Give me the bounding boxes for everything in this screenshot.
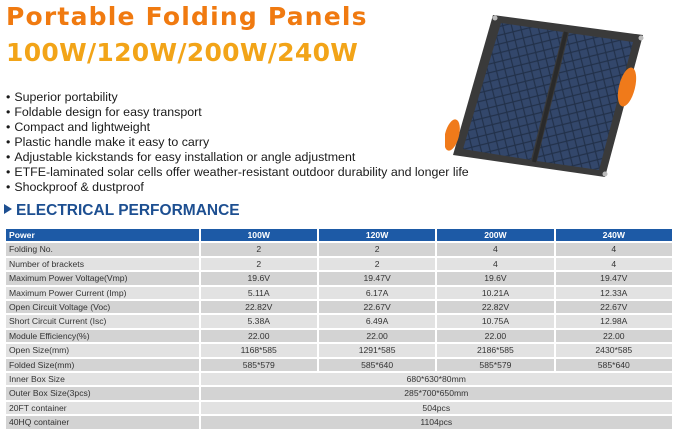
table-cell: 22.00 <box>319 330 435 342</box>
table-cell: 6.49A <box>319 315 435 327</box>
table-row <box>6 272 672 284</box>
table-cell: 585*640 <box>319 359 435 371</box>
row-label: 40HQ container <box>6 416 199 428</box>
column-header: 100W <box>201 229 317 241</box>
table-cell: 585*579 <box>437 359 553 371</box>
feature-list <box>6 90 469 195</box>
table-cell: 12.98A <box>556 315 672 327</box>
row-label: Folded Size(mm) <box>6 359 199 371</box>
table-row <box>6 387 672 399</box>
table-cell: 22.00 <box>437 330 553 342</box>
table-cell: 2 <box>319 258 435 270</box>
table-cell: 22.67V <box>556 301 672 313</box>
table-row <box>6 258 672 270</box>
table-row <box>6 359 672 371</box>
table-row <box>6 330 672 342</box>
table-cell: 22.00 <box>201 330 317 342</box>
row-label: 20FT container <box>6 402 199 414</box>
table-cell: 585*579 <box>201 359 317 371</box>
row-label: Open Size(mm) <box>6 344 199 356</box>
section-heading-text: ELECTRICAL PERFORMANCE <box>16 202 240 219</box>
row-label: Number of brackets <box>6 258 199 270</box>
table-row <box>6 243 672 255</box>
table-cell: 22.00 <box>556 330 672 342</box>
table-cell: 5.38A <box>201 315 317 327</box>
section-heading <box>4 202 240 220</box>
table-cell: 4 <box>556 258 672 270</box>
table-cell: 2186*585 <box>437 344 553 356</box>
table-row <box>6 402 672 414</box>
table-cell: 10.21A <box>437 287 553 299</box>
spec-table <box>4 227 674 431</box>
column-header: 240W <box>556 229 672 241</box>
table-merged-cell: 680*630*80mm <box>201 373 672 385</box>
table-cell: 22.67V <box>319 301 435 313</box>
table-row <box>6 373 672 385</box>
table-cell: 2 <box>319 243 435 255</box>
solar-panel-illustration <box>445 5 655 180</box>
table-cell: 2430*585 <box>556 344 672 356</box>
column-header: 200W <box>437 229 553 241</box>
feature-item: • Plastic handle make it easy to carry <box>6 135 469 150</box>
table-cell: 5.11A <box>201 287 317 299</box>
feature-item: • Adjustable kickstands for easy installation or angle adjustment <box>6 150 469 165</box>
table-cell: 585*640 <box>556 359 672 371</box>
table-cell: 4 <box>437 258 553 270</box>
product-wattage-subtitle: 100W/120W/200W/240W <box>6 38 359 67</box>
table-cell: 22.82V <box>437 301 553 313</box>
table-cell: 10.75A <box>437 315 553 327</box>
row-label: Module Efficiency(%) <box>6 330 199 342</box>
table-merged-cell: 504pcs <box>201 402 672 414</box>
table-cell: 1168*585 <box>201 344 317 356</box>
row-label: Maximum Power Voltage(Vmp) <box>6 272 199 284</box>
table-cell: 19.47V <box>556 272 672 284</box>
product-title: Portable Folding Panels <box>6 2 368 31</box>
table-cell: 6.17A <box>319 287 435 299</box>
table-cell: 4 <box>437 243 553 255</box>
triangle-arrow-icon <box>4 204 12 214</box>
row-label: Maximum Power Current (Imp) <box>6 287 199 299</box>
table-cell: 19.6V <box>201 272 317 284</box>
feature-item: • Shockproof & dustproof <box>6 180 469 195</box>
table-merged-cell: 285*700*650mm <box>201 387 672 399</box>
feature-item: • Foldable design for easy transport <box>6 105 469 120</box>
row-label: Inner Box Size <box>6 373 199 385</box>
feature-item: • ETFE-laminated solar cells offer weather-resistant outdoor durability and longer life <box>6 165 469 180</box>
table-row <box>6 344 672 356</box>
table-row <box>6 315 672 327</box>
table-row <box>6 287 672 299</box>
table-cell: 1291*585 <box>319 344 435 356</box>
column-header: Power <box>6 229 199 241</box>
table-cell: 2 <box>201 258 317 270</box>
table-header-row <box>6 229 672 241</box>
row-label: Outer Box Size(3pcs) <box>6 387 199 399</box>
row-label: Short Circuit Current (Isc) <box>6 315 199 327</box>
table-merged-cell: 1104pcs <box>201 416 672 428</box>
row-label: Folding No. <box>6 243 199 255</box>
table-row <box>6 301 672 313</box>
table-cell: 12.33A <box>556 287 672 299</box>
solar-panel-image <box>445 5 655 180</box>
table-cell: 19.47V <box>319 272 435 284</box>
table-cell: 22.82V <box>201 301 317 313</box>
table-cell: 19.6V <box>437 272 553 284</box>
feature-item: • Superior portability <box>6 90 469 105</box>
column-header: 120W <box>319 229 435 241</box>
table-row <box>6 416 672 428</box>
table-cell: 2 <box>201 243 317 255</box>
row-label: Open Circuit Voltage (Voc) <box>6 301 199 313</box>
table-cell: 4 <box>556 243 672 255</box>
feature-item: • Compact and lightweight <box>6 120 469 135</box>
